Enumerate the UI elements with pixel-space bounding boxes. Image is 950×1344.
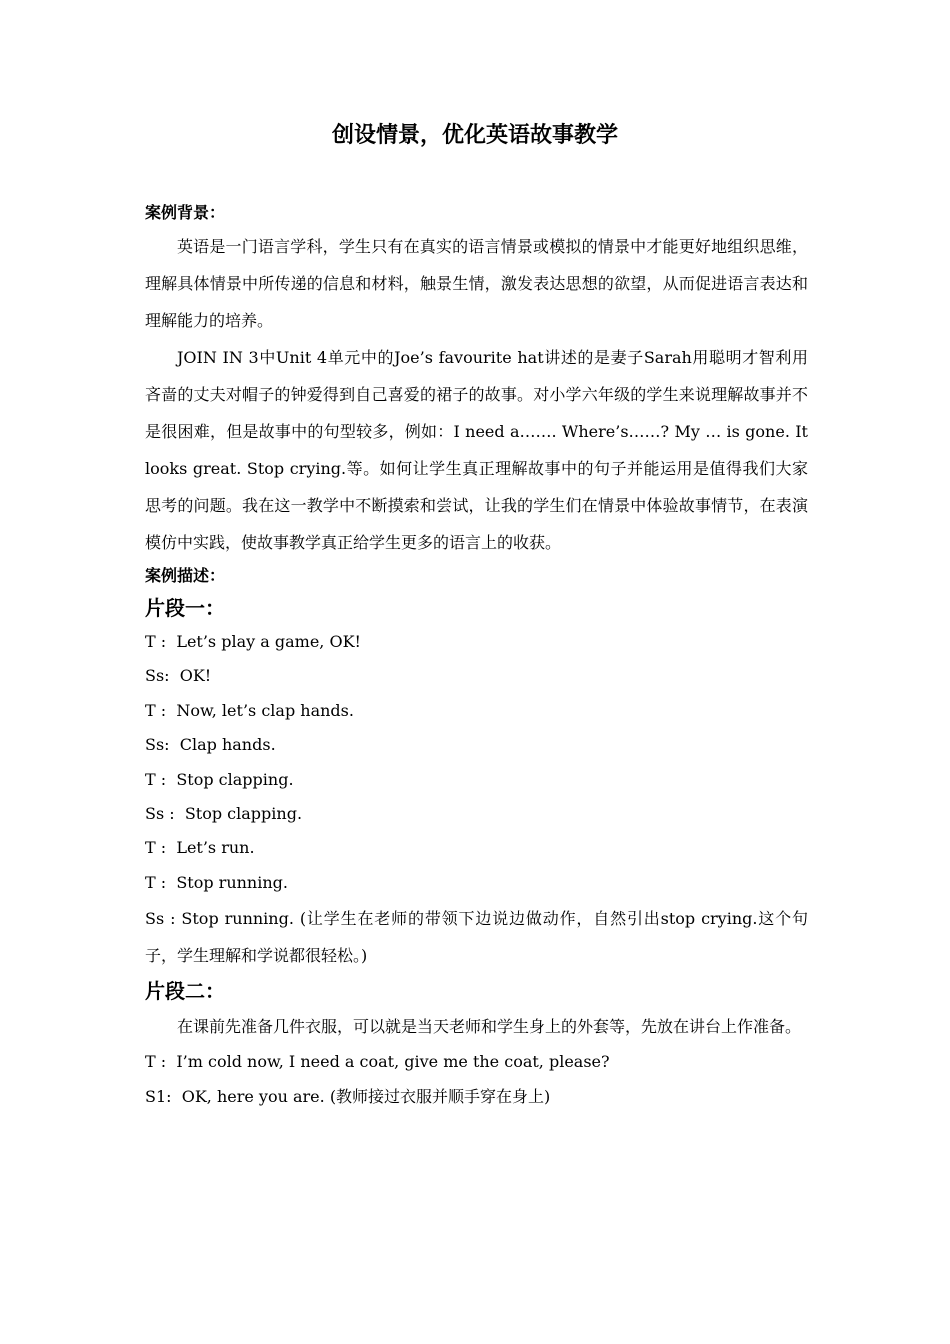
dialog-line: Ss: OK!: [145, 666, 212, 686]
dialog-line: T : Stop running.: [145, 872, 288, 892]
document-title: 创设情景，优化英语故事教学: [331, 123, 618, 148]
paragraph: 英语是一门语言学科，学生只有在真实的语言情景或模拟的情景中才能更好地组织思维，理解具体情景中所传递的信息和材料，触景生情，激发表达思想的欲望，从而促进语言表达和理解能力的培养。: [145, 237, 808, 330]
dialog-line: S1: OK, here you are. (教师接过衣服并顺手穿在身上): [145, 1086, 551, 1106]
paragraph: 在课前先准备几件衣服，可以就是当天老师和学生身上的外套等，先放在讲台上作准备。: [177, 1017, 802, 1037]
dialog-line: T : Let’s run.: [145, 838, 255, 858]
fragment-heading-one: 片段一：: [145, 596, 225, 620]
paragraph: JOIN IN 3中Unit 4单元中的Joe’s favourite hat讲述的是妻子Sarah用聪明才智利用吝啬的丈夫对帽子的钟爱得到自己喜爱的裙子的故事。对小学六年级的学生来说理解故事并不是很困难，但是故事中的句型较多，例如：I need a……. Where’s……? My … is gone. It looks great. Stop crying.等。如何让学生真正理解故事中的句子并能运用是值得我们大家思考的问题。我在这一教学中不断摸索和尝试，让我的学生们在情景中体验故事情节，在表演模仿中实践，使故事教学真正给学生更多的语言上的收获。: [145, 348, 808, 552]
dialog-line: T : Now, let’s clap hands.: [145, 700, 354, 720]
dialog-line: Ss : Stop running. (让学生在老师的带领下边说边做动作，自然引出stop crying.这个句子，学生理解和学说都很轻松。): [145, 909, 808, 966]
document-body: [145, 198, 808, 1114]
dialog-line: T : I’m cold now, I need a coat, give me the coat, please?: [145, 1052, 610, 1072]
section-heading-description: 案例描述：: [145, 566, 226, 585]
dialog-line: T : Stop clapping.: [145, 769, 294, 789]
dialog-line: Ss : Stop clapping.: [145, 804, 303, 824]
dialog-line: T : Let’s play a game, OK!: [145, 632, 361, 651]
fragment-heading-two: 片段二：: [145, 979, 225, 1004]
dialog-line: Ss: Clap hands.: [145, 735, 276, 755]
section-heading-background: 案例背景：: [145, 203, 226, 222]
